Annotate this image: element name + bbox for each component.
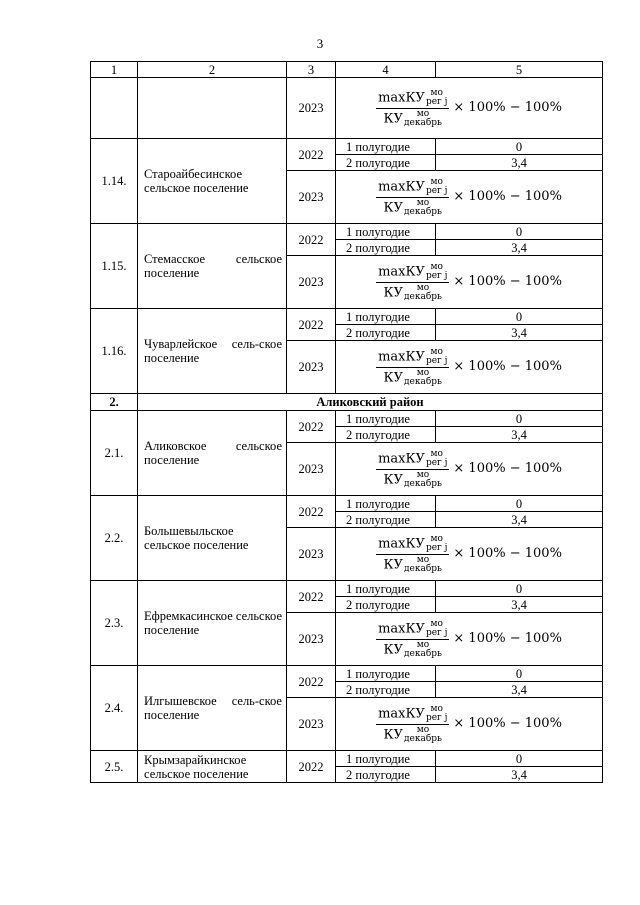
settlement-name: Большевыльское сельское поселение (138, 496, 287, 581)
formula-numerator: maxКУ мо рег j (378, 703, 448, 723)
header-col-1: 1 (91, 62, 138, 78)
half-year-label: 2 полугодие (336, 325, 436, 341)
empty-num-cell (91, 78, 138, 139)
continuation-row (91, 78, 603, 139)
half-year-label: 1 полугодие (336, 139, 436, 155)
value-cell: 0 (436, 666, 603, 682)
value-cell: 3,4 (436, 427, 603, 443)
value-cell: 3,4 (436, 597, 603, 613)
row-number: 2.3. (91, 581, 138, 666)
year-cell: 2022 (287, 666, 336, 698)
row-number: 1.14. (91, 139, 138, 224)
formula-numerator: maxКУ мо рег j (378, 346, 448, 366)
formula (376, 178, 562, 217)
half-year-label: 1 полугодие (336, 751, 436, 767)
year-cell: 2023 (287, 256, 336, 309)
formula-fraction (376, 348, 449, 387)
formula (376, 263, 562, 302)
formula-denominator: КУ мо декабрь (383, 108, 442, 128)
formula-cell (336, 528, 603, 581)
formula-cell (336, 443, 603, 496)
formula-cell (336, 613, 603, 666)
half-year-label: 2 полугодие (336, 240, 436, 256)
half-year-label: 2 полугодие (336, 155, 436, 171)
year-cell: 2022 (287, 139, 336, 171)
row-number: 2.4. (91, 666, 138, 751)
formula-cell (336, 341, 603, 394)
formula (376, 450, 562, 489)
page-number: 3 (316, 36, 324, 51)
data-table (90, 61, 603, 783)
value-cell: 3,4 (436, 512, 603, 528)
row-number: 2.5. (91, 751, 138, 783)
settlement-name: Илгышевское сель-ское поселение (138, 666, 287, 751)
formula-denominator: КУ мо декабрь (383, 197, 442, 217)
formula-denominator: КУ мо декабрь (383, 367, 442, 387)
formula-tail: × 100% − 100% (453, 189, 562, 204)
table-row (91, 666, 603, 682)
year-cell: 2022 (287, 496, 336, 528)
half-year-label: 2 полугодие (336, 427, 436, 443)
table-row (91, 224, 603, 240)
value-cell: 3,4 (436, 240, 603, 256)
header-col-3: 3 (287, 62, 336, 78)
year-cell: 2023 (287, 171, 336, 224)
half-year-label: 1 полугодие (336, 581, 436, 597)
year-cell: 2023 (287, 78, 336, 139)
row-number: 2.1. (91, 411, 138, 496)
half-year-label: 2 полугодие (336, 512, 436, 528)
header-col-4: 4 (336, 62, 436, 78)
row-number: 2.2. (91, 496, 138, 581)
formula-tail: × 100% − 100% (453, 274, 562, 289)
table-row (91, 139, 603, 155)
value-cell: 0 (436, 496, 603, 512)
formula-numerator: maxКУ мо рег j (378, 87, 448, 107)
value-cell: 3,4 (436, 682, 603, 698)
year-cell: 2023 (287, 698, 336, 751)
formula-fraction (376, 89, 449, 128)
year-cell: 2023 (287, 613, 336, 666)
value-cell: 3,4 (436, 155, 603, 171)
formula-cell (336, 256, 603, 309)
table-row (91, 411, 603, 427)
formula-denominator: КУ мо декабрь (383, 724, 442, 744)
formula-fraction (376, 620, 449, 659)
year-cell: 2022 (287, 224, 336, 256)
formula-tail: × 100% − 100% (453, 546, 562, 561)
value-cell: 0 (436, 411, 603, 427)
table-row (91, 581, 603, 597)
formula-denominator: КУ мо декабрь (383, 282, 442, 302)
half-year-label: 2 полугодие (336, 682, 436, 698)
section-row (91, 394, 603, 411)
half-year-label: 1 полугодие (336, 224, 436, 240)
row-number: 1.16. (91, 309, 138, 394)
formula-cell (336, 698, 603, 751)
settlement-name: Староайбесинское сельское поселение (138, 139, 287, 224)
value-cell: 0 (436, 139, 603, 155)
formula-numerator: maxКУ мо рег j (378, 533, 448, 553)
year-cell: 2022 (287, 581, 336, 613)
formula (376, 620, 562, 659)
formula-denominator: КУ мо декабрь (383, 639, 442, 659)
half-year-label: 1 полугодие (336, 411, 436, 427)
formula-tail: × 100% − 100% (453, 461, 562, 476)
value-cell: 0 (436, 309, 603, 325)
formula-tail: × 100% − 100% (453, 631, 562, 646)
settlement-name: Чуварлейское сель-ское поселение (138, 309, 287, 394)
year-cell: 2022 (287, 751, 336, 783)
formula-tail: × 100% − 100% (453, 359, 562, 374)
year-cell: 2023 (287, 528, 336, 581)
formula-tail: × 100% − 100% (453, 716, 562, 731)
value-cell: 3,4 (436, 767, 603, 783)
value-cell: 3,4 (436, 325, 603, 341)
header-col-5: 5 (436, 62, 603, 78)
half-year-label: 2 полугодие (336, 597, 436, 613)
header-row (91, 62, 603, 78)
half-year-label: 2 полугодие (336, 767, 436, 783)
formula-fraction (376, 263, 449, 302)
settlement-name: Крымзарайкинское сельское поселение (138, 751, 287, 783)
table-row (91, 309, 603, 325)
formula-fraction (376, 705, 449, 744)
formula-numerator: maxКУ мо рег j (378, 261, 448, 281)
formula-denominator: КУ мо декабрь (383, 469, 442, 489)
table-row (91, 496, 603, 512)
formula-cell (336, 78, 603, 139)
formula (376, 89, 562, 128)
half-year-label: 1 полугодие (336, 309, 436, 325)
value-cell: 0 (436, 224, 603, 240)
year-cell: 2022 (287, 411, 336, 443)
empty-name-cell (138, 78, 287, 139)
formula-numerator: maxКУ мо рег j (378, 448, 448, 468)
formula-denominator: КУ мо декабрь (383, 554, 442, 574)
year-cell: 2023 (287, 443, 336, 496)
year-cell: 2022 (287, 309, 336, 341)
formula (376, 535, 562, 574)
value-cell: 0 (436, 581, 603, 597)
settlement-name: Ефремкасинское сельское поселение (138, 581, 287, 666)
formula-fraction (376, 535, 449, 574)
formula-cell (336, 171, 603, 224)
settlement-name: Стемасское сельское поселение (138, 224, 287, 309)
section-title: Аликовский район (138, 394, 603, 411)
formula-fraction (376, 450, 449, 489)
formula-tail: × 100% − 100% (453, 100, 562, 115)
section-number: 2. (91, 394, 138, 411)
formula (376, 348, 562, 387)
half-year-label: 1 полугодие (336, 666, 436, 682)
formula (376, 705, 562, 744)
row-number: 1.15. (91, 224, 138, 309)
formula-numerator: maxКУ мо рег j (378, 176, 448, 196)
half-year-label: 1 полугодие (336, 496, 436, 512)
value-cell: 0 (436, 751, 603, 767)
table-row (91, 751, 603, 767)
formula-fraction (376, 178, 449, 217)
settlement-name: Аликовское сельское поселение (138, 411, 287, 496)
formula-numerator: maxКУ мо рег j (378, 618, 448, 638)
header-col-2: 2 (138, 62, 287, 78)
year-cell: 2023 (287, 341, 336, 394)
